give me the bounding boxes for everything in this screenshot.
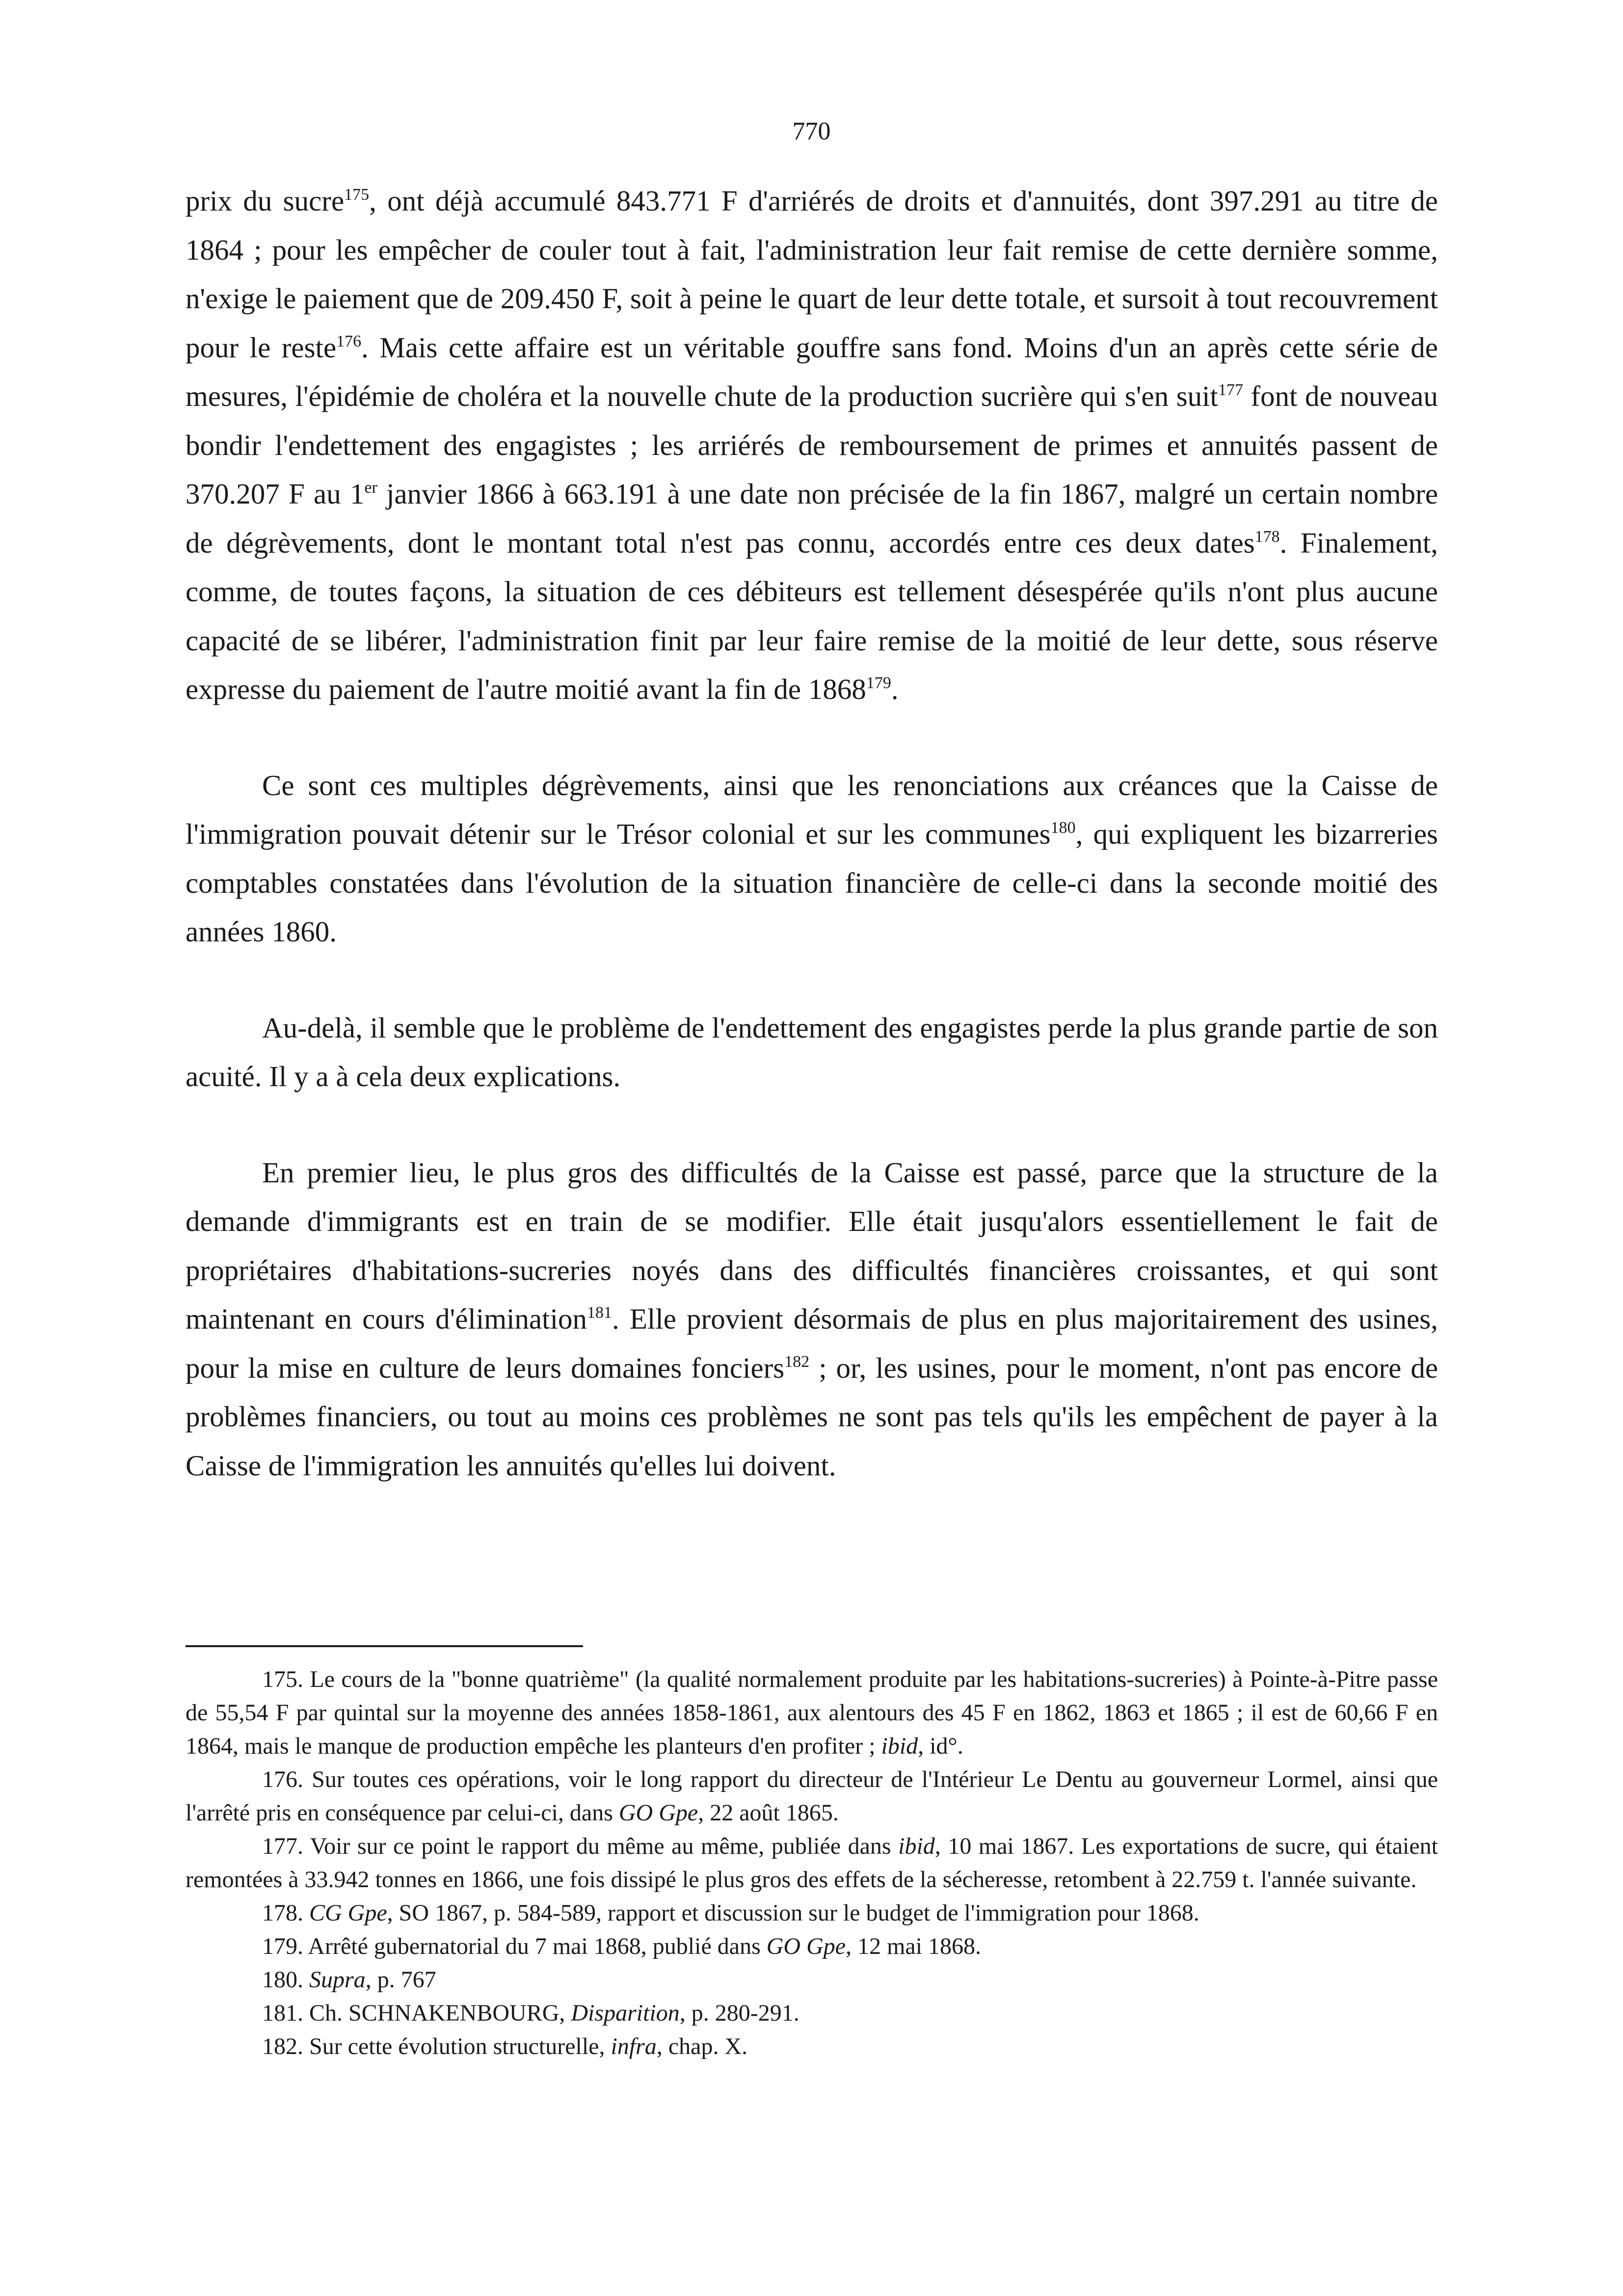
text-segment: , 10 mai 1867. Les exportations de sucre, qui étaient remontées à 33.942 tonnes en 1866, une fois dissipé le plus gros des effets de la sécheresse, retombent à 22.759 t. l'année suivante. xyxy=(186,1833,1438,1893)
footnotes xyxy=(186,1663,1438,2063)
text-segment: . Elle provient désormais de plus en plus majoritairement des usines, pour la mise en culture de leurs domaines fonciers xyxy=(186,1303,1438,1384)
footnote xyxy=(186,1963,1438,1997)
footnote-reference: 178 xyxy=(1254,527,1280,546)
italic-text: Disparition xyxy=(571,2000,680,2026)
body-paragraph xyxy=(186,761,1438,957)
text-segment: font de nouveau bondir l'endettement des engagistes ; les arriérés de remboursement de primes et annuités passent de 370.207 F au 1 xyxy=(186,380,1438,510)
footnote xyxy=(186,1930,1438,1963)
text-segment: 181. Ch. SCHNAKENBOURG, xyxy=(262,2000,571,2026)
footnote xyxy=(186,1830,1438,1896)
footnote-separator xyxy=(186,1645,583,1647)
text-segment: , p. 767 xyxy=(365,1967,436,1993)
footnote xyxy=(186,1663,1438,1763)
text-segment: , 12 mai 1868. xyxy=(846,1933,982,1959)
footnote xyxy=(186,1763,1438,1830)
footnote xyxy=(186,1896,1438,1930)
text-segment: ; or, les usines, pour le moment, n'ont pas encore de problèmes financiers, ou tout au moins ces problèmes ne sont pas tels qu'ils les empêchent de payer à la Caisse de l'immigration les annuités qu'elles lui doivent. xyxy=(186,1351,1438,1482)
italic-text: ibid xyxy=(898,1833,935,1859)
text-segment: 175. Le cours de la "bonne quatrième" (la qualité normalement produite par les habitations-sucreries) à Pointe-à-Pitre passe de 55,54 F par quintal sur la moyenne des années 1858-1861, aux alentours des 45 F en 1862, 1863 et 1865 ; il est de 60,66 F en 1864, mais le manque de production empêche les planteurs d'en profiter ; xyxy=(186,1666,1438,1759)
body-paragraph xyxy=(186,1148,1438,1491)
italic-text: infra xyxy=(611,2033,657,2059)
text-segment: . Finalement, comme, de toutes façons, la situation de ces débiteurs est tellement désespérée qu'ils n'ont plus aucune capacité de se libérer, l'administration finit par leur faire remise de la moitié de leur dette, sous réserve expresse du paiement de l'autre moitié avant la fin de 1868 xyxy=(186,526,1438,705)
footnote-reference: 182 xyxy=(784,1352,810,1371)
text-segment: , 22 août 1865. xyxy=(698,1800,839,1826)
text-segment: 177. Voir sur ce point le rapport du même au même, publiée dans xyxy=(262,1833,899,1859)
text-segment: , id°. xyxy=(918,1733,963,1759)
text-segment: Ce sont ces multiples dégrèvements, ainsi que les renonciations aux créances que la Caisse de l'immigration pouvait détenir sur le Trésor colonial et sur les communes xyxy=(186,769,1438,850)
text-segment: , p. 280-291. xyxy=(679,2000,799,2026)
page-number: 770 xyxy=(792,117,831,145)
text-segment: En premier lieu, le plus gros des difficultés de la Caisse est passé, parce que la structure de la demande d'immigrants est en train de se modifier. Elle était jusqu'alors essentiellement le fait de propriétaires d'habitations-sucreries noyés dans des difficultés financières croissantes, et qui sont maintenant en cours d'élimination xyxy=(186,1156,1438,1335)
body-paragraph xyxy=(186,177,1438,714)
italic-text: GO Gpe xyxy=(766,1933,846,1959)
footnote xyxy=(186,2030,1438,2063)
text-segment: 178. xyxy=(262,1900,309,1926)
italic-text: Supra xyxy=(309,1967,366,1993)
text-segment: . xyxy=(891,673,899,705)
footnote-reference: 181 xyxy=(586,1304,612,1322)
footnote-reference: 177 xyxy=(1218,381,1243,399)
text-segment: 176. Sur toutes ces opérations, voir le long rapport du directeur de l'Intérieur Le Dentu au gouverneur Lormel, ainsi que l'arrêté pris en conséquence par celui-ci, dans xyxy=(186,1766,1438,1826)
text-segment: , SO 1867, p. 584-589, rapport et discussion sur le budget de l'immigration pour 1868. xyxy=(387,1900,1199,1926)
footnote-reference: 179 xyxy=(866,674,891,692)
footnote-reference: er xyxy=(364,479,377,497)
text-segment: , chap. X. xyxy=(656,2033,748,2059)
text-segment: Au-delà, il semble que le problème de l'endettement des engagistes perde la plus grande partie de son acuité. Il y a à cela deux explications. xyxy=(186,1011,1438,1093)
text-segment: . Mais cette affaire est un véritable gouffre sans fond. Moins d'un an après cette série de mesures, l'épidémie de choléra et la nouvelle chute de la production sucrière qui s'en suit xyxy=(186,331,1438,412)
main-text xyxy=(186,177,1438,1490)
text-segment: 180. xyxy=(262,1967,309,1993)
body-paragraph xyxy=(186,1004,1438,1101)
text-segment: prix du sucre xyxy=(186,185,345,217)
text-segment: , qui expliquent les bizarreries comptables constatées dans l'évolution de la situation financière de celle-ci dans la seconde moitié des années 1860. xyxy=(186,818,1438,948)
text-segment: , ont déjà accumulé 843.771 F d'arriérés de droits et d'annuités, dont 397.291 au titre de 1864 ; pour les empêcher de couler tout à fait, l'administration leur fait remise de cette dernière somme, n'exige le paiement que de 209.450 F, soit à peine le quart de leur dette totale, et sursoit à tout recouvrement pour le reste xyxy=(186,185,1438,364)
footnote-reference: 180 xyxy=(1050,819,1076,837)
text-segment: 179. Arrêté gubernatorial du 7 mai 1868, publié dans xyxy=(262,1933,767,1959)
text-segment: janvier 1866 à 663.191 à une date non précisée de la fin 1867, malgré un certain nombre de dégrèvements, dont le montant total n'est pas connu, accordés entre ces deux dates xyxy=(186,478,1438,559)
text-segment: 182. Sur cette évolution structurelle, xyxy=(262,2033,611,2059)
footnote xyxy=(186,1997,1438,2030)
italic-text: GO Gpe xyxy=(618,1800,698,1826)
footnote-reference: 175 xyxy=(344,186,370,204)
italic-text: CG Gpe xyxy=(309,1900,387,1926)
footnote-reference: 176 xyxy=(336,332,362,350)
italic-text: ibid xyxy=(881,1733,918,1759)
